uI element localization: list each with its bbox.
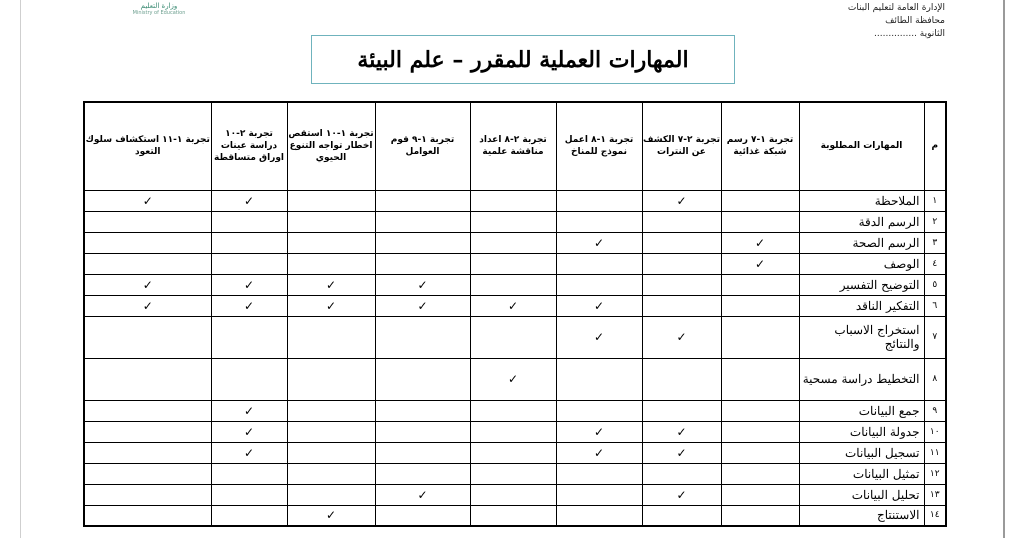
check-mark-icon: ✓ xyxy=(243,193,255,208)
experiment-cell xyxy=(556,295,642,316)
experiment-cell xyxy=(642,316,721,358)
table-row xyxy=(84,232,946,253)
experiment-cell xyxy=(375,190,470,211)
experiment-cell xyxy=(470,295,556,316)
experiment-cell xyxy=(287,463,375,484)
table-header-row xyxy=(84,102,946,190)
title-box xyxy=(311,35,735,84)
experiment-cell xyxy=(556,253,642,274)
experiment-cell xyxy=(84,211,211,232)
check-mark-icon: ✓ xyxy=(676,330,687,344)
experiment-cell xyxy=(721,421,799,442)
experiment-cell xyxy=(470,190,556,211)
experiment-cell xyxy=(642,295,721,316)
row-number-cell: ٢ xyxy=(924,211,946,232)
experiment-cell xyxy=(470,400,556,421)
experiment-cell xyxy=(721,442,799,463)
check-mark-icon: ✓ xyxy=(243,403,255,418)
experiment-cell xyxy=(642,274,721,295)
skill-name-cell: تحليل البيانات xyxy=(799,484,924,505)
experiment-cell xyxy=(375,400,470,421)
table-row xyxy=(84,442,946,463)
experiment-cell xyxy=(470,211,556,232)
experiment-cell xyxy=(211,316,287,358)
experiment-cell xyxy=(84,484,211,505)
experiment-cell xyxy=(84,421,211,442)
column-header: تجربة ٢-٨ اعداد مناقشة علمية xyxy=(470,102,556,190)
header-line-governorate: محافظة الطائف xyxy=(885,16,945,26)
experiment-cell xyxy=(470,505,556,526)
table-row xyxy=(84,505,946,526)
check-mark-icon: ✓ xyxy=(142,193,153,208)
experiment-cell xyxy=(211,484,287,505)
check-mark-icon: ✓ xyxy=(417,487,428,502)
check-mark-icon: ✓ xyxy=(593,330,605,344)
skill-name-cell: التوضيح التفسير xyxy=(799,274,924,295)
experiment-cell xyxy=(642,190,721,211)
ministry-logo xyxy=(124,2,194,22)
column-header: تجربة ١-٧ رسم شبكة غذائية xyxy=(721,102,799,190)
column-header: تجربة ٢-٧ الكشف عن النترات xyxy=(642,102,721,190)
experiment-cell xyxy=(721,484,799,505)
experiment-cell xyxy=(375,421,470,442)
check-mark-icon: ✓ xyxy=(417,298,428,313)
page-title: المهارات العملية للمقرر – علم البيئة xyxy=(357,46,689,73)
experiment-cell xyxy=(211,358,287,400)
experiment-cell xyxy=(721,232,799,253)
column-header: م xyxy=(924,102,946,190)
row-number-cell: ٦ xyxy=(924,295,946,316)
check-mark-icon: ✓ xyxy=(593,298,605,313)
experiment-cell xyxy=(556,316,642,358)
header-line-school: الثانوية ............... xyxy=(874,29,945,39)
experiment-cell xyxy=(642,421,721,442)
experiment-cell xyxy=(556,442,642,463)
experiment-cell xyxy=(375,211,470,232)
experiment-cell xyxy=(470,316,556,358)
table-row xyxy=(84,463,946,484)
experiment-cell xyxy=(84,190,211,211)
experiment-cell xyxy=(211,190,287,211)
experiment-cell xyxy=(556,358,642,400)
experiment-cell xyxy=(211,463,287,484)
experiment-cell xyxy=(287,505,375,526)
experiment-cell xyxy=(470,253,556,274)
column-header: تجربة ١-٩ قوم العوامل xyxy=(375,102,470,190)
skill-name-cell: استخراج الاسباب والنتائج xyxy=(799,316,924,358)
experiment-cell xyxy=(211,274,287,295)
check-mark-icon: ✓ xyxy=(417,277,428,292)
column-header: تجربة ١-٨ اعمل نموذج للمناخ xyxy=(556,102,642,190)
experiment-cell xyxy=(84,400,211,421)
experiment-cell xyxy=(721,358,799,400)
check-mark-icon: ✓ xyxy=(593,445,605,460)
experiment-cell xyxy=(211,421,287,442)
table-row xyxy=(84,190,946,211)
experiment-cell xyxy=(721,316,799,358)
experiment-cell xyxy=(642,232,721,253)
check-mark-icon: ✓ xyxy=(676,424,687,439)
experiment-cell xyxy=(287,358,375,400)
experiment-cell xyxy=(470,421,556,442)
check-mark-icon: ✓ xyxy=(325,277,337,292)
check-mark-icon: ✓ xyxy=(243,277,255,292)
table-row xyxy=(84,274,946,295)
experiment-cell xyxy=(556,211,642,232)
experiment-cell xyxy=(556,400,642,421)
experiment-cell xyxy=(287,316,375,358)
experiment-cell xyxy=(721,274,799,295)
experiment-cell xyxy=(721,463,799,484)
skill-name-cell: الملاحظة xyxy=(799,190,924,211)
experiment-cell xyxy=(556,421,642,442)
logo-text: وزارة التعليم xyxy=(140,2,178,10)
experiment-cell xyxy=(556,484,642,505)
experiment-cell xyxy=(84,505,211,526)
experiment-cell xyxy=(642,358,721,400)
check-mark-icon: ✓ xyxy=(754,235,766,250)
experiment-cell xyxy=(375,274,470,295)
check-mark-icon: ✓ xyxy=(507,298,519,313)
experiment-cell xyxy=(287,274,375,295)
experiment-cell xyxy=(375,232,470,253)
check-mark-icon: ✓ xyxy=(325,508,337,523)
experiment-cell xyxy=(211,232,287,253)
experiment-cell xyxy=(375,463,470,484)
column-header: تجربة ١-١١ استكشاف سلوك التعود xyxy=(84,102,211,190)
column-header: تجربة ٢-١٠ دراسة عينات اوراق متساقطة xyxy=(211,102,287,190)
header-line-department: الإدارة العامة لتعليم البنات xyxy=(847,3,945,13)
experiment-cell xyxy=(287,442,375,463)
experiment-cell xyxy=(470,358,556,400)
experiment-cell xyxy=(721,505,799,526)
experiment-cell xyxy=(556,190,642,211)
page-edge-left xyxy=(20,0,21,538)
experiment-cell xyxy=(211,253,287,274)
experiment-cell xyxy=(642,484,721,505)
experiment-cell xyxy=(287,484,375,505)
experiment-cell xyxy=(642,253,721,274)
experiment-cell xyxy=(556,463,642,484)
experiment-cell xyxy=(375,442,470,463)
check-mark-icon: ✓ xyxy=(507,372,519,386)
experiment-cell xyxy=(287,295,375,316)
table-row xyxy=(84,400,946,421)
experiment-cell xyxy=(642,442,721,463)
experiment-cell xyxy=(721,190,799,211)
experiment-cell xyxy=(375,295,470,316)
experiment-cell xyxy=(287,232,375,253)
table-row xyxy=(84,358,946,400)
row-number-cell: ١١ xyxy=(924,442,946,463)
experiment-cell xyxy=(721,211,799,232)
check-mark-icon: ✓ xyxy=(593,235,605,250)
experiment-cell xyxy=(375,316,470,358)
skill-name-cell: الرسم الدقة xyxy=(799,211,924,232)
experiment-cell xyxy=(470,463,556,484)
experiment-cell xyxy=(642,463,721,484)
experiment-cell xyxy=(84,232,211,253)
experiment-cell xyxy=(556,505,642,526)
experiment-cell xyxy=(556,232,642,253)
experiment-cell xyxy=(375,484,470,505)
skill-name-cell: تمثيل البيانات xyxy=(799,463,924,484)
check-mark-icon: ✓ xyxy=(243,445,255,460)
experiment-cell xyxy=(211,295,287,316)
experiment-cell xyxy=(211,400,287,421)
document-header xyxy=(800,2,945,41)
skills-table xyxy=(83,101,947,527)
experiment-cell xyxy=(375,358,470,400)
experiment-cell xyxy=(84,358,211,400)
experiment-cell xyxy=(287,253,375,274)
row-number-cell: ٩ xyxy=(924,400,946,421)
check-mark-icon: ✓ xyxy=(325,298,337,313)
skill-name-cell: تسجيل البيانات xyxy=(799,442,924,463)
check-mark-icon: ✓ xyxy=(754,256,766,271)
row-number-cell: ١٠ xyxy=(924,421,946,442)
table-row xyxy=(84,295,946,316)
experiment-cell xyxy=(470,484,556,505)
experiment-cell xyxy=(84,274,211,295)
experiment-cell xyxy=(287,400,375,421)
experiment-cell xyxy=(470,274,556,295)
experiment-cell xyxy=(470,232,556,253)
experiment-cell xyxy=(287,421,375,442)
experiment-cell xyxy=(287,190,375,211)
experiment-cell xyxy=(375,505,470,526)
check-mark-icon: ✓ xyxy=(243,298,255,313)
row-number-cell: ٥ xyxy=(924,274,946,295)
experiment-cell xyxy=(375,253,470,274)
check-mark-icon: ✓ xyxy=(142,298,153,313)
experiment-cell xyxy=(84,295,211,316)
table-row xyxy=(84,484,946,505)
skill-name-cell: جدولة البيانات xyxy=(799,421,924,442)
row-number-cell: ١٤ xyxy=(924,505,946,526)
check-mark-icon: ✓ xyxy=(676,445,687,460)
experiment-cell xyxy=(84,442,211,463)
check-mark-icon: ✓ xyxy=(142,277,153,292)
experiment-cell xyxy=(721,253,799,274)
experiment-cell xyxy=(556,274,642,295)
experiment-cell xyxy=(211,211,287,232)
experiment-cell xyxy=(211,442,287,463)
experiment-cell xyxy=(642,211,721,232)
row-number-cell: ٣ xyxy=(924,232,946,253)
table-row xyxy=(84,211,946,232)
skill-name-cell: الاستنتاج xyxy=(799,505,924,526)
experiment-cell xyxy=(470,442,556,463)
experiment-cell xyxy=(721,295,799,316)
check-mark-icon: ✓ xyxy=(676,193,687,208)
table-row xyxy=(84,316,946,358)
column-header: المهارات المطلوبة xyxy=(799,102,924,190)
experiment-cell xyxy=(642,505,721,526)
experiment-cell xyxy=(642,400,721,421)
skill-name-cell: التفكير الناقد xyxy=(799,295,924,316)
row-number-cell: ١ xyxy=(924,190,946,211)
logo-subtext: Ministry of Education xyxy=(132,10,186,16)
row-number-cell: ٨ xyxy=(924,358,946,400)
column-header: تجربة ١-١٠ استقص اخطار تواجه التنوع الحيوي xyxy=(287,102,375,190)
check-mark-icon: ✓ xyxy=(593,424,605,439)
row-number-cell: ٧ xyxy=(924,316,946,358)
table-row xyxy=(84,253,946,274)
experiment-cell xyxy=(84,316,211,358)
experiment-cell xyxy=(287,211,375,232)
table-body xyxy=(84,190,946,526)
row-number-cell: ١٣ xyxy=(924,484,946,505)
experiment-cell xyxy=(211,505,287,526)
skill-name-cell: جمع البيانات xyxy=(799,400,924,421)
skill-name-cell: الوصف xyxy=(799,253,924,274)
check-mark-icon: ✓ xyxy=(243,424,255,439)
check-mark-icon: ✓ xyxy=(676,487,687,502)
row-number-cell: ١٢ xyxy=(924,463,946,484)
experiment-cell xyxy=(721,400,799,421)
row-number-cell: ٤ xyxy=(924,253,946,274)
table-row xyxy=(84,421,946,442)
experiment-cell xyxy=(84,253,211,274)
experiment-cell xyxy=(84,463,211,484)
page-edge-right xyxy=(1003,0,1005,538)
skill-name-cell: الرسم الصحة xyxy=(799,232,924,253)
skill-name-cell: التخطيط دراسة مسحية xyxy=(799,358,924,400)
